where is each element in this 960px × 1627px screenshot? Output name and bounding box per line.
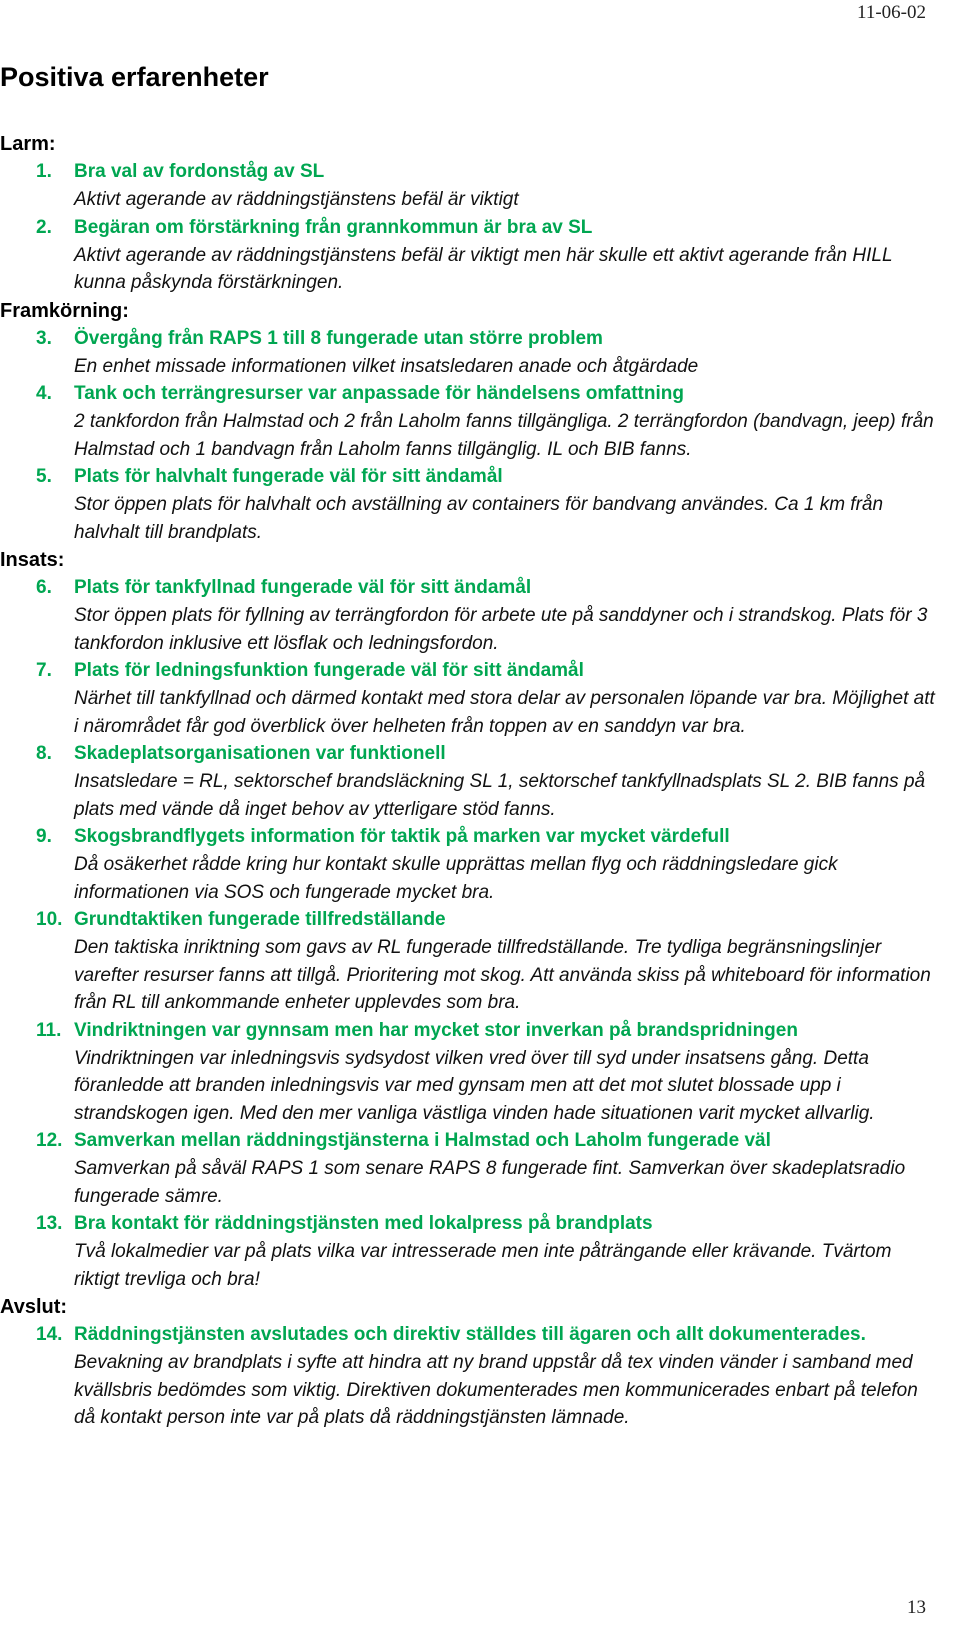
item-description: Samverkan på såväl RAPS 1 som senare RAPS 8 fungerade fint. Samverkan över skadeplatsradio fungerade sämre. xyxy=(74,1158,906,1207)
item-heading: Räddningstjänsten avslutades och direktiv ställdes till ägaren och allt dokumenterades. xyxy=(74,1324,866,1345)
item-body xyxy=(74,657,940,740)
item-body xyxy=(74,380,940,463)
list-item xyxy=(0,1210,940,1293)
item-number: 14. xyxy=(36,1324,63,1345)
item-number: 5. xyxy=(36,466,52,487)
list-item xyxy=(0,380,940,463)
item-number: 3. xyxy=(36,327,52,349)
list-item xyxy=(0,325,940,381)
item-description: Närhet till tankfyllnad och därmed kontakt med stora delar av personalen löpande var bra. Möjlighet att i närområdet får god överblick över helheten från toppen av en sanddyn var bra. xyxy=(74,688,935,737)
item-number: 9. xyxy=(36,826,52,847)
item-heading: Övergång från RAPS 1 till 8 fungerade utan större problem xyxy=(74,327,603,349)
item-number: 8. xyxy=(36,743,52,764)
item-description: Insatsledare = RL, sektorschef brandsläckning SL 1, sektorschef tankfyllnadsplats SL 2. BIB fanns på plats med vände då inget behov av ytterligare stöd fanns. xyxy=(74,771,926,820)
item-number: 6. xyxy=(36,577,52,598)
list-item xyxy=(0,158,940,214)
item-number: 13. xyxy=(36,1213,63,1234)
item-heading: Plats för halvhalt fungerade väl för sitt ändamål xyxy=(74,466,503,487)
list-item xyxy=(0,574,940,657)
list-item xyxy=(0,906,940,1017)
item-number: 2. xyxy=(36,216,52,238)
item-body xyxy=(74,740,940,823)
list-item xyxy=(0,214,940,297)
item-description: Två lokalmedier var på plats vilka var intresserade men inte påträngande eller krävande. Tvärtom riktigt trevliga och bra! xyxy=(74,1241,892,1290)
item-heading: Begäran om förstärkning från grannkommun är bra av SL xyxy=(74,216,593,238)
item-description: Bevakning av brandplats i syfte att hindra att ny brand uppstår då tex vinden vänder i samband med kvällsbris bedömdes som viktig. Direktiven dokumenterades men kommunicerades enbart på telefon då kontakt person inte var på plats då räddningstjänsten lämnade. xyxy=(74,1352,918,1428)
list-item xyxy=(0,657,940,740)
item-body xyxy=(74,158,940,214)
item-body xyxy=(74,1321,940,1432)
item-heading: Bra kontakt för räddningstjänsten med lokalpress på brandplats xyxy=(74,1213,653,1234)
item-body xyxy=(74,906,940,1017)
item-body xyxy=(74,463,940,546)
page-number: 13 xyxy=(907,1597,926,1618)
item-description: Vindriktningen var inledningsvis sydsydost vilken vred över till syd under insatsens gång. Detta föranledde att branden inledningsvis var med gynsam men att det mot slutet blossade upp i strandskogen igen. Med den mer vanliga västliga vinden hade situationen varit mycket allvarlig. xyxy=(74,1047,875,1124)
section-heading: Avslut: xyxy=(0,1296,68,1318)
item-body xyxy=(74,1127,940,1210)
item-body xyxy=(74,1017,940,1128)
item-heading: Grundtaktiken fungerade tillfredställande xyxy=(74,909,446,930)
item-body xyxy=(74,823,940,906)
item-description: Då osäkerhet rådde kring hur kontakt skulle upprättas mellan flyg och räddningsledare gick informationen via SOS och fungerade mycket bra. xyxy=(74,854,838,903)
item-body xyxy=(74,214,940,297)
header-date: 11-06-02 xyxy=(857,2,926,23)
list-item xyxy=(0,823,940,906)
item-body xyxy=(74,1210,940,1293)
item-heading: Plats för ledningsfunktion fungerade väl för sitt ändamål xyxy=(74,660,584,681)
item-heading: Bra val av fordonståg av SL xyxy=(74,161,325,182)
item-number: 10. xyxy=(36,909,63,930)
item-number: 4. xyxy=(36,383,52,404)
item-description: 2 tankfordon från Halmstad och 2 från Laholm fanns tillgängliga. 2 terrängfordon (bandvagn, jeep) från Halmstad och 1 bandvagn från Laholm fanns tillgänglig. IL och BIB fanns. xyxy=(74,411,934,460)
item-heading: Vindriktningen var gynnsam men har mycket stor inverkan på brandspridningen xyxy=(74,1019,798,1041)
item-body xyxy=(74,325,940,381)
item-description: Aktivt agerande av räddningstjänstens befäl är viktigt men här skulle ett aktivt agerande från HILL kunna påskynda förstärkningen. xyxy=(74,244,893,293)
document-body xyxy=(0,130,940,1432)
list-item xyxy=(0,740,940,823)
item-heading: Samverkan mellan räddningstjänsterna i Halmstad och Laholm fungerade väl xyxy=(74,1130,771,1151)
list-item xyxy=(0,463,940,546)
list-item xyxy=(0,1127,940,1210)
item-heading: Skadeplatsorganisationen var funktionell xyxy=(74,743,446,764)
item-number: 7. xyxy=(36,660,52,681)
item-heading: Plats för tankfyllnad fungerade väl för sitt ändamål xyxy=(74,577,532,598)
item-description: Aktivt agerande av räddningstjänstens befäl är viktigt xyxy=(74,189,519,210)
item-number: 1. xyxy=(36,161,52,182)
section-heading: Larm: xyxy=(0,133,56,155)
section-heading: Framkörning: xyxy=(0,299,129,322)
item-heading: Tank och terrängresurser var anpassade för händelsens omfattning xyxy=(74,383,684,404)
item-body xyxy=(74,574,940,657)
item-description: Stor öppen plats för fyllning av terrängfordon för arbete ute på sanddyner och i strandskog. Plats för 3 tankfordon inklusive ett lösflak och ledningsfordon. xyxy=(74,605,928,654)
page-title: Positiva erfarenheter xyxy=(0,62,269,92)
item-heading: Skogsbrandflygets information för taktik på marken var mycket värdefull xyxy=(74,826,730,847)
item-description: Den taktiska inriktning som gavs av RL fungerade tillfredställande. Tre tydliga begränsningslinjer varefter resurser fanns att tillgå. Prioritering mot skog. Att använda skiss på whiteboard för information från RL till ankommande enheter upplevdes som bra. xyxy=(74,937,931,1013)
item-number: 12. xyxy=(36,1130,63,1151)
section-heading: Insats: xyxy=(0,549,65,571)
list-item xyxy=(0,1321,940,1432)
list-item xyxy=(0,1017,940,1128)
item-number: 11. xyxy=(36,1019,62,1041)
item-description: En enhet missade informationen vilket insatsledaren anade och åtgärdade xyxy=(74,355,699,377)
item-description: Stor öppen plats för halvhalt och avställning av containers för bandvang användes. Ca 1 km från halvhalt till brandplats. xyxy=(74,494,884,543)
